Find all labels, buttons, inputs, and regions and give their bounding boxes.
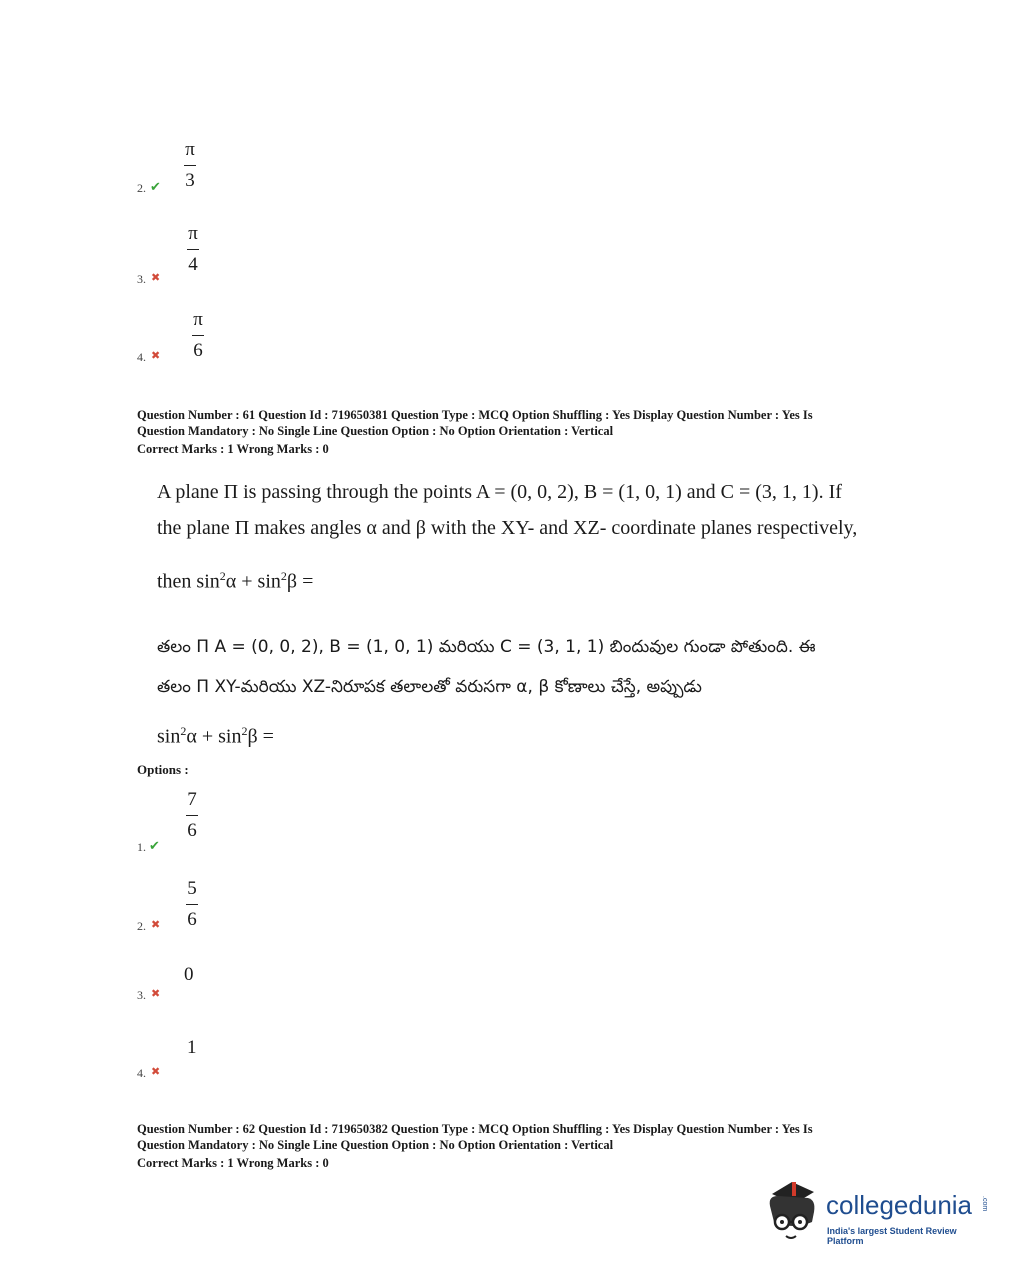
option-number: 4. [137,1066,146,1080]
option-number: 2. [137,181,146,195]
option-number: 3. [137,988,146,1002]
english-line-2: the plane Π makes angles α and β with the XY- and XZ- coordinate planes respectively, [157,517,858,539]
logo-tagline: India's largest Student Review Platform [827,1226,957,1246]
meta-line-2: Question Mandatory : No Single Line Question Option : No Option Orientation : Vertical [137,424,614,438]
denominator: 6 [187,909,197,930]
numerator: π [188,223,198,244]
correct-tick-icon: ✔ [150,179,161,194]
option-fraction [186,879,198,929]
question-61-english [157,474,897,600]
correct-tick-icon: ✔ [149,838,160,853]
option-number: 4. [137,350,146,364]
option-number: 1. [137,840,146,854]
option-number: 3. [137,272,146,286]
denominator: 4 [188,254,198,275]
wrong-cross-icon: ✖ [151,350,161,362]
denominator: 6 [187,820,197,841]
wrong-cross-icon: ✖ [151,1066,161,1078]
option-value: 1 [187,1037,197,1058]
options-label: Options : [137,762,189,777]
marks-line: Correct Marks : 1 Wrong Marks : 0 [137,1156,329,1170]
option-fraction [186,790,198,840]
denominator: 6 [193,340,203,361]
meta-line-1: Question Number : 62 Question Id : 719650382 Question Type : MCQ Option Shuffling : Yes Display Question Number : Yes Is [137,1122,813,1136]
question-62-meta [137,1121,877,1171]
fraction-bar [184,165,196,166]
fraction-bar [186,815,198,816]
mascot-icon [764,1178,824,1244]
english-line-1: A plane Π is passing through the points A = (0, 0, 2), B = (1, 0, 1) and C = (3, 1, 1). If [157,481,842,503]
option-fraction [187,224,199,274]
fraction-bar [192,335,204,336]
option-fraction [192,310,204,360]
logo-wordmark: collegedunia [826,1190,973,1220]
option-number: 2. [137,919,146,933]
fraction-bar [186,904,198,905]
question-61-meta [137,407,877,457]
collegedunia-logo[interactable] [764,1176,994,1246]
telugu-line-2: తలం Π XY-మరియు XZ-నిరూపక తలాలతో వరుసగా α, β కోణాలు చేస్తే, అప్పుడు [157,677,702,697]
wrong-cross-icon: ✖ [151,272,161,284]
option-fraction [184,140,196,190]
wrong-cross-icon: ✖ [151,988,161,1000]
english-line-3: then $\sin^2\alpha + \sin^2\beta$ = [157,569,314,593]
meta-line-2: Question Mandatory : No Single Line Question Option : No Option Orientation : Vertical [137,1138,614,1152]
numerator: 5 [187,878,197,899]
telugu-line-3: $\sin^2\alpha + \sin^2\beta$ = [157,724,274,748]
meta-line-1: Question Number : 61 Question Id : 719650381 Question Type : MCQ Option Shuffling : Yes Display Question Number : Yes Is [137,408,813,422]
option-value: 0 [184,964,194,985]
numerator: π [185,139,195,160]
numerator: π [193,309,203,330]
denominator: 3 [185,170,195,191]
fraction-bar [187,249,199,250]
logo-com: .com [981,1196,988,1212]
question-61-telugu [157,627,897,757]
telugu-line-1: తలం Π A = (0, 0, 2), B = (1, 0, 1) మరియు C = (3, 1, 1) బిందువుల గుండా పోతుంది. ఈ [157,637,816,657]
marks-line: Correct Marks : 1 Wrong Marks : 0 [137,442,329,456]
wrong-cross-icon: ✖ [151,919,161,931]
numerator: 7 [187,789,197,810]
